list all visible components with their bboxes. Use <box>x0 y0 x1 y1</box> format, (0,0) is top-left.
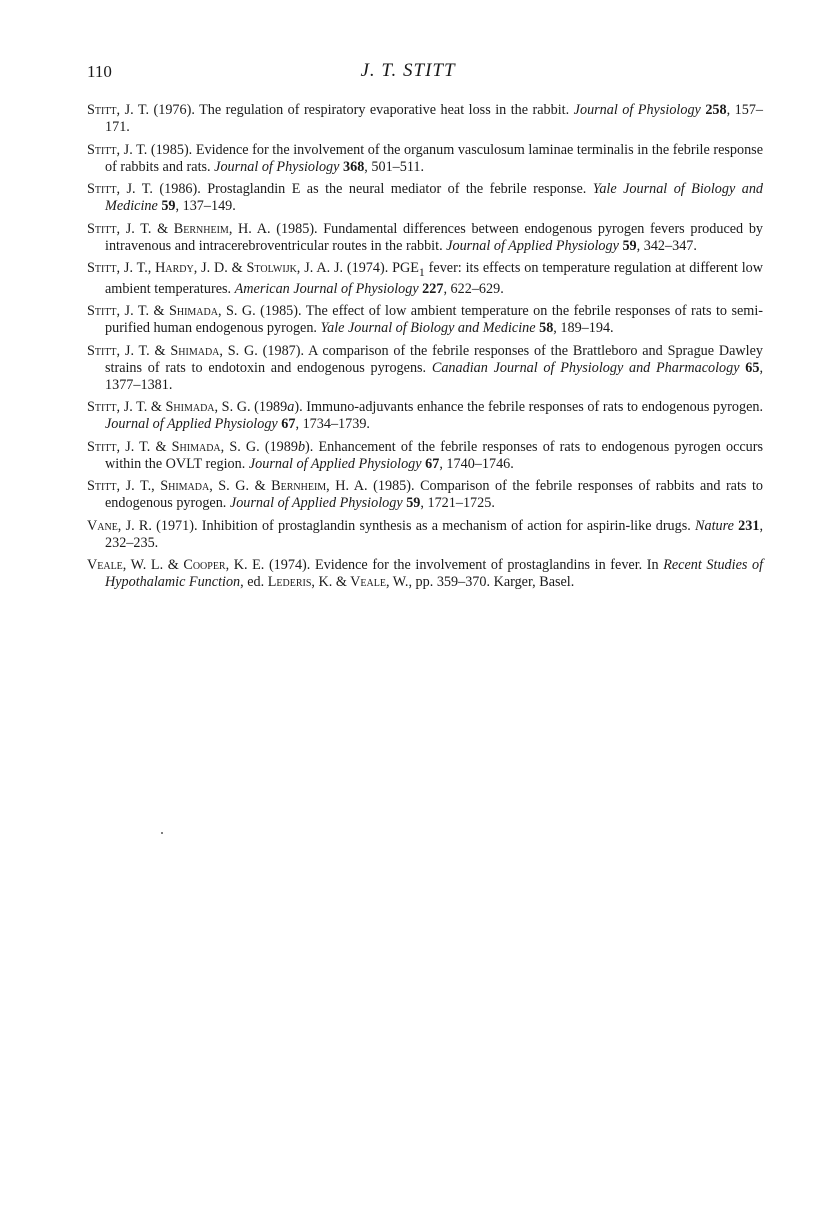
reference-year: (1985). <box>276 220 318 237</box>
reference-year: (1974). <box>268 557 311 574</box>
reference-pages: , 342–347. <box>636 237 697 254</box>
reference-journal: Yale Journal of Biology and Medicine <box>320 320 536 337</box>
reference-journal: Journal of Applied Physiology <box>105 416 278 433</box>
reference-volume: 67 <box>281 416 296 433</box>
reference-item <box>87 142 763 176</box>
reference-list <box>87 102 763 597</box>
reference-pages: , 157–171. <box>105 102 764 135</box>
reference-title: Comparison of the febrile responses of rabbits and rats to endogenous pyrogen. <box>105 478 764 512</box>
reference-volume: 231 <box>738 517 760 534</box>
reference-title: Immuno-adjuvants enhance the febrile responses of rats to endogenous pyrogen. <box>306 399 764 416</box>
reference-year: (1971). <box>156 517 198 534</box>
running-head: J. T. STITT <box>360 60 456 81</box>
reference-title-prefix: PGE <box>392 260 419 276</box>
reference-authors: Stitt, J. T. <box>87 102 150 118</box>
reference-journal: Nature <box>695 517 734 534</box>
reference-volume: 65 <box>745 359 760 376</box>
reference-pages: , pp. 359–370. Karger, Basel. <box>408 574 575 591</box>
reference-title: A comparison of the febrile responses of the Brattleboro and Sprague Dawley strains of rats to endotoxin and endogenous pyrogens. <box>105 342 764 376</box>
reference-year: (1989b). <box>264 438 314 455</box>
reference-authors: Vane, J. R. <box>87 517 152 534</box>
reference-pages: , 1377–1381. <box>105 359 764 393</box>
reference-pages: , 1721–1725. <box>420 495 495 512</box>
reference-year: (1985). <box>373 478 415 495</box>
reference-title: Fundamental differences between endogenous pyrogen fevers produced by intravenous and intracerebroventricular routes in the rabbit. <box>105 220 764 254</box>
reference-authors: Stitt, J. T. <box>87 181 153 197</box>
reference-title: Enhancement of the febrile responses of rats to endogenous pyrogen occurs within the OVLT region. <box>105 438 764 472</box>
reference-title: The effect of low ambient temperature on the febrile responses of rats to semi-purified human endogenous pyrogen. <box>105 303 764 337</box>
reference-item <box>87 478 763 512</box>
reference-authors: Stitt, J. T., Hardy, J. D. & Stolwijk, J. A. J. <box>87 260 344 276</box>
reference-item <box>87 303 763 337</box>
reference-item <box>87 343 763 394</box>
reference-volume: 258 <box>705 102 727 118</box>
reference-item <box>87 399 763 433</box>
reference-pages: , 232–235. <box>105 517 763 551</box>
reference-year: (1985). <box>260 303 302 320</box>
reference-authors: Stitt, J. T. & Bernheim, H. A. <box>87 220 271 237</box>
reference-volume: 368 <box>343 158 365 175</box>
reference-title: Prostaglandin E as the neural mediator of the febrile response. <box>207 181 587 197</box>
reference-item <box>87 260 763 298</box>
reference-authors: Stitt, J. T. & Shimada, S. G. <box>87 342 258 359</box>
reference-title: Evidence for the involvement of prostaglandins in fever. In <box>314 557 659 574</box>
reference-item <box>87 439 763 473</box>
reference-journal: Recent Studies of Hypothalamic Function <box>105 557 764 591</box>
reference-year: (1989a). <box>254 399 303 416</box>
reference-title: The regulation of respiratory evaporative heat loss in the rabbit. <box>199 102 570 118</box>
reference-journal: Journal of Applied Physiology <box>229 495 403 512</box>
reference-year: (1974). <box>346 260 389 276</box>
reference-authors: Veale, W. L. & Cooper, K. E. <box>87 557 265 574</box>
reference-journal: Yale Journal of Biology and Medicine <box>105 181 764 214</box>
reference-editors: Lederis, K. & Veale, W. <box>267 574 409 591</box>
reference-year: (1976). <box>153 102 195 118</box>
reference-pages: , 1740–1746. <box>439 455 514 472</box>
reference-pages: , 501–511. <box>364 158 425 175</box>
reference-pages: , 189–194. <box>553 320 614 337</box>
reference-year: (1987). <box>262 342 305 359</box>
reference-volume: 58 <box>539 320 554 337</box>
reference-title: Inhibition of prostaglandin synthesis as a mechanism of action for aspirin-like drugs. <box>201 517 691 534</box>
reference-authors: Stitt, J. T. & Shimada, S. G. <box>87 438 260 455</box>
reference-authors: Stitt, J. T., Shimada, S. G. & Bernheim, H. A. <box>87 478 368 495</box>
reference-year: (1985). <box>150 141 193 158</box>
reference-journal: Journal of Applied Physiology <box>446 237 619 254</box>
reference-journal: Canadian Journal of Physiology and Pharmacology <box>431 359 740 376</box>
reference-editor-prefix: , ed. <box>240 574 268 591</box>
reference-volume: 59 <box>622 237 637 254</box>
reference-pages: , 622–629. <box>443 280 504 297</box>
reference-title: Evidence for the involvement of the organum vasculosum laminae terminalis in the febrile response of rabbits and rats. <box>105 141 764 175</box>
reference-journal: Journal of Applied Physiology <box>248 455 422 472</box>
reference-volume: 59 <box>406 495 421 512</box>
reference-journal: Journal of Physiology <box>573 102 701 118</box>
reference-item <box>87 181 763 215</box>
reference-authors: Stitt, J. T. <box>87 141 148 158</box>
page-number: 110 <box>87 62 112 81</box>
reference-item <box>87 557 763 591</box>
reference-volume: 59 <box>161 198 176 214</box>
reference-title-subscript: 1 <box>418 264 425 279</box>
reference-volume: 227 <box>422 280 444 297</box>
reference-authors: Stitt, J. T. & Shimada, S. G. <box>87 399 251 416</box>
reference-item <box>87 518 763 552</box>
reference-authors: Stitt, J. T. & Shimada, S. G. <box>87 303 256 320</box>
reference-journal: American Journal of Physiology <box>234 280 419 297</box>
reference-title: fever: its effects on temperature regulation at different low ambient temperatures. <box>105 260 763 297</box>
reference-item <box>87 221 763 255</box>
reference-year: (1986). <box>159 181 201 197</box>
reference-item <box>87 102 763 136</box>
reference-volume: 67 <box>425 455 440 472</box>
reference-journal: Journal of Physiology <box>214 158 340 175</box>
stray-mark <box>161 832 163 834</box>
reference-pages: , 1734–1739. <box>295 416 370 433</box>
reference-pages: , 137–149. <box>175 198 236 214</box>
